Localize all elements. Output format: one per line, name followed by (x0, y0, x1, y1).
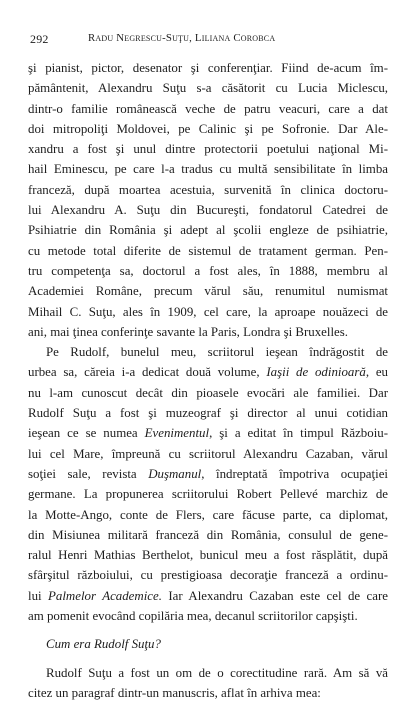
text-run: urbea sa, căreia i-a dedicat două volume, (28, 365, 267, 380)
body-text (28, 58, 388, 703)
page-header (30, 32, 386, 48)
text-line: Psihiatrie din România şi adept al şcolii engleze de psihiatrie, (28, 223, 388, 238)
text-line: şi pianist, pictor, desenator şi conferenţiar. Fiind de-acum îm- (28, 61, 388, 75)
text-run: ieşean ce se numea (28, 426, 145, 441)
text-line: Pe Rudolf, bunelul meu, scriitorul ieşean îndrăgostit de (46, 345, 388, 360)
text-line: tru competenţa sa, doctorul a fost ales, în 1888, membru al (28, 263, 388, 278)
text-line: citez un paragraf dintr-un manuscris, aflat în arhiva mea: (28, 685, 321, 700)
running-head: Radu Negrescu-Suţu, Liliana Corobca (88, 32, 276, 44)
text-line: germane. La propunerea scriitorului Robert Pellevé marchiz de (28, 487, 388, 502)
text-line: franceză, după moartea acestuia, survenită în clinica doctoru- (28, 182, 388, 197)
text-line: pământenit, Alexandru Suţu s-a căsătorit cu Lucia Miclescu, (28, 81, 388, 96)
text-line: ralul Henri Mathias Berthelot, bunicul meu a fost răsplătit, după (28, 548, 388, 563)
text-line: nu l-am cunoscut decât din pioasele evocări ale familiei. Dar (28, 385, 388, 400)
newspaper-title: Evenimentul (144, 426, 210, 441)
text-line: doi mitropoliţi Moldovei, pe Calinic şi pe Sofronie. Dar Ale- (28, 121, 388, 136)
text-run: soţiei sale, revista (28, 466, 149, 481)
text-line: Rudolf Suţu a fost şi muzeograf şi director al unui cotidian (28, 406, 388, 421)
text-line: ani, mai ţinea conferinţe savante la Paris, Londra şi Bruxelles. (28, 324, 349, 339)
text-line: sfârşitul războiului, cu prestigioasa decoraţie franceză a ordinu- (28, 568, 388, 583)
paragraph-2 (28, 342, 388, 626)
text-line: am pomenit evocând copilăria mea, decanul scriitorilor capşişti. (28, 609, 358, 624)
text-line: din Misiunea militară franceză din România, consulul de gene- (28, 527, 388, 542)
text-line: Academiei Române, precum vărul său, renumitul numismat (28, 284, 388, 299)
text-line (28, 586, 388, 606)
page-number: 292 (30, 32, 49, 46)
text-line (28, 362, 388, 382)
magazine-title: Duşmanul (148, 466, 202, 481)
text-line: xandru a fost şi unul dintre protectorii poetului naţional Mi- (28, 142, 388, 157)
text-line: hail Eminescu, pe care l-a tradus cu multă sensibilitate în limba (28, 162, 388, 177)
text-line: dintr-o familie românească veche de patru veacuri, care a dat (28, 101, 388, 116)
text-line: Rudolf Suţu a fost un om de o corectitudine rară. Am să vă (46, 665, 388, 680)
text-line: la Motte-Ango, conte de Flers, care făcuse parte, ca diplomat, (28, 507, 388, 522)
text-run: lui (28, 588, 49, 603)
interview-question (28, 634, 388, 654)
text-run: , eu (365, 365, 388, 380)
paragraph-1 (28, 58, 388, 342)
text-line: cu metode total diferite de sistemul de tratament german. Pen- (28, 243, 388, 258)
question-line (28, 634, 388, 654)
text-line (28, 464, 388, 484)
decoration-title: Palmelor Academice. (48, 588, 162, 603)
book-title: Iaşii de odinioară (266, 365, 366, 380)
question-text: Cum era Rudolf Suţu? (46, 637, 161, 652)
text-run: , şi a editat în timpul Războiu- (209, 426, 389, 441)
text-line (28, 423, 388, 443)
text-line: Mihail C. Suţu, ales în 1909, cel care, la aproape nouăzeci de (28, 304, 388, 319)
text-line: lui Alexandru A. Suţu din Bucureşti, fondatorul Catedrei de (28, 203, 388, 218)
text-run: , îndreptată împotriva ocupaţiei (201, 466, 388, 481)
paragraph-3 (28, 663, 388, 703)
text-run: Iar Alexandru Cazaban este cel de care (161, 588, 388, 603)
text-line: lui cel Mare, împreună cu scriitorul Alexandru Cazaban, vărul (28, 446, 388, 461)
